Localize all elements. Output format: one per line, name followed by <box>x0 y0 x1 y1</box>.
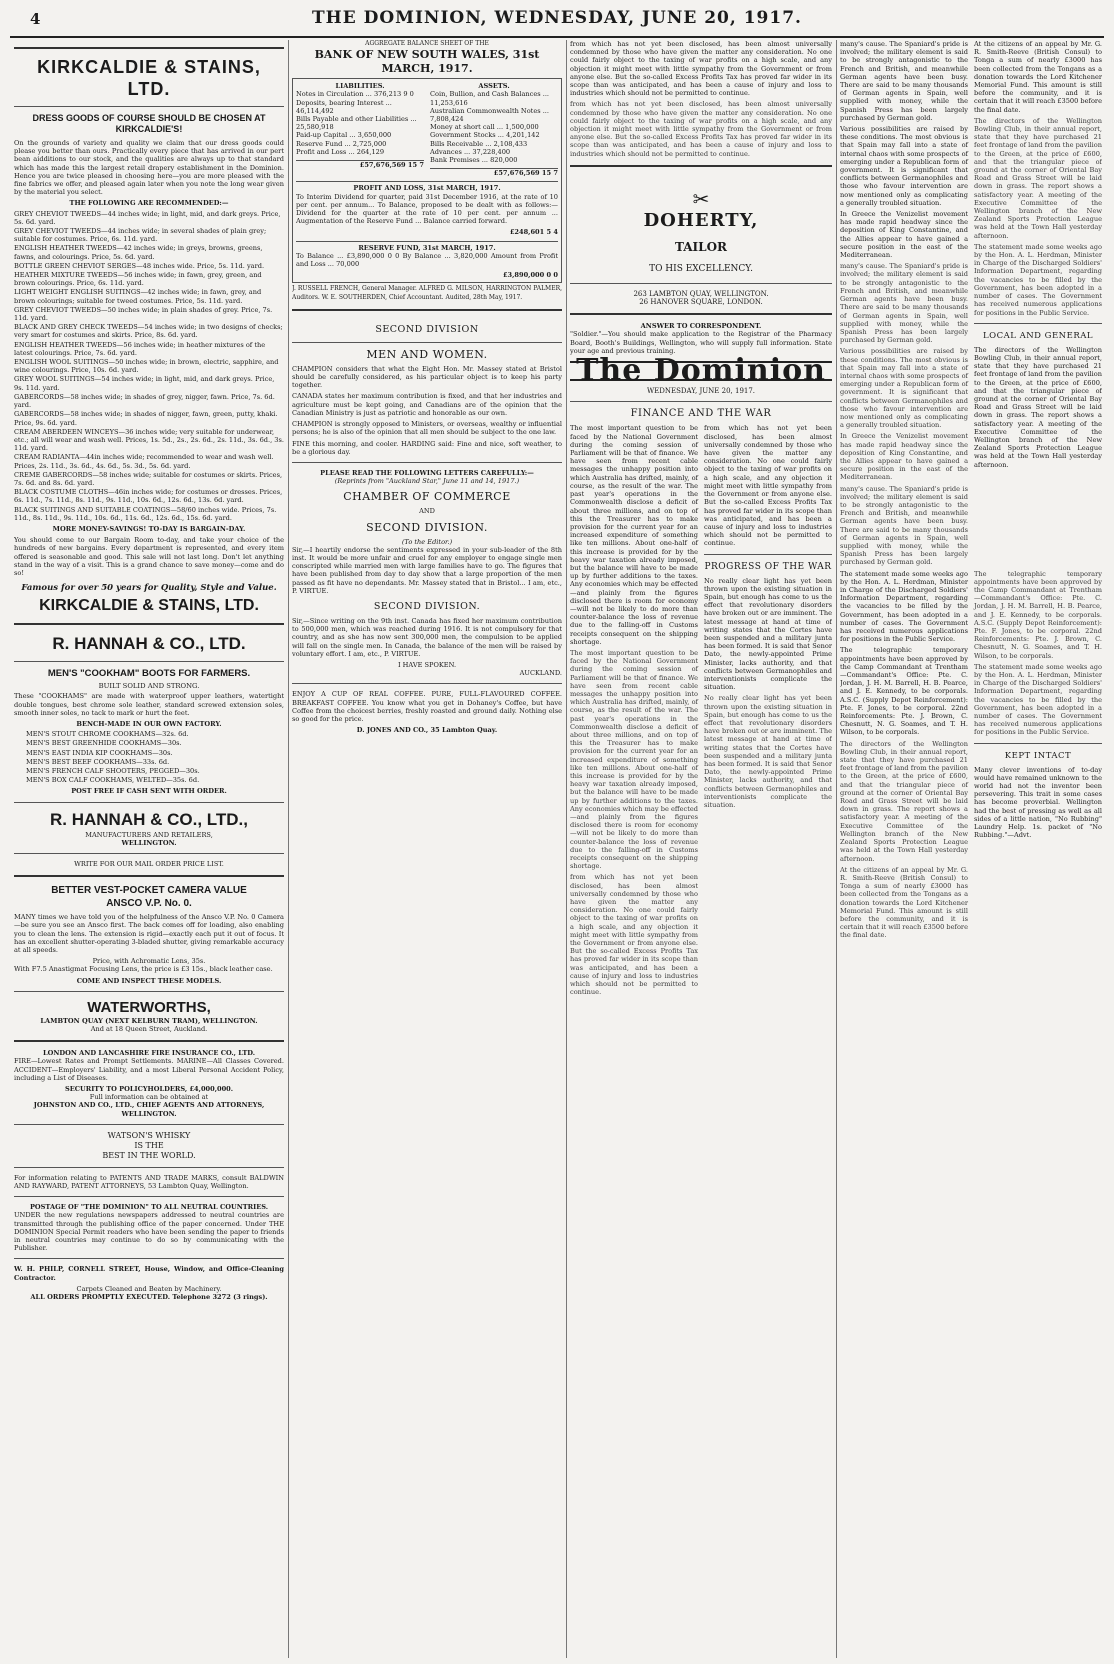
col4-lower-fill: The telegraphic temporary appointments have been approved by the Camp Commandant at Trentham—Commandant's Office: Pte. C. Jordan, J. H. M. Barrell, H. B. Pearce, and J. E. Kennedy, to be corporals. A.S.C. (Supply Depot Reinforcement): Pte. F. Jones, to be corporal. 22nd Reinforcements: Pte. J. Brown, C. Chesnutt, N. G. Soames, and T. H. Wilson, to be corporals. <box>974 569 1102 660</box>
bank-balance-sheet <box>292 78 562 283</box>
list-item: CREAM RADIANTA—44in inches wide; recommended to wear and wash well. Prices, 2s. 11d., 3s. 6d., 4s. 6d., 5s. 3d., 5s. 6d. yard. <box>14 453 274 470</box>
reserve-body: To Balance ... £3,890,000 0 0 By Balance ... 3,820,000 Amount from Profit and Loss ... 70,000 <box>296 251 558 269</box>
watson-line-3: BEST IN THE WORLD. <box>102 1150 196 1160</box>
hannah-subtitle: MEN'S "COOKHAM" BOOTS FOR FARMERS. <box>47 668 251 680</box>
postage-body: UNDER the new regulations newspapers addressed to neutral countries are transmitted through the publishing office of the paper concerned. Under THE DOMINION Special Permit readers who have been sending the paper to friends in neutral countries may continue to do so by communicating with the Publisher. <box>14 1211 284 1253</box>
col4-lower-right <box>974 570 1102 943</box>
divider <box>14 1124 284 1125</box>
kirkcaldie-title: KIRKCALDIE & STAINS, LTD. <box>37 57 261 99</box>
local-body-2: The statement made some weeks ago by the Hon. A. L. Herdman, Minister in Charge of the Discharged Soldiers' Information Department, regarding the vacancies to be filled by the Government, has been adopted in a number of cases. The Government has received numerous applications for positions in the Public Service. <box>840 569 968 644</box>
ansco-come: COME AND INSPECT THESE MODELS. <box>76 976 222 985</box>
local-body: The directors of the Wellington Bowling Club, in their annual report, state that they have purchased 21 feet frontage of land from the pavilion to the Green, at the price of £600, and that the triangular piece of ground at the corner of Oriental Bay Road and Grass Street will be laid down in grass. The report shows a satisfactory year. A meeting of the Executive Committee of the Wellington branch of the New Zealand Sports Protection League was held at the Town Hall yesterday afternoon. <box>974 345 1102 469</box>
divider <box>704 554 832 555</box>
answer-heading: ANSWER TO CORRESPONDENT. <box>640 322 762 331</box>
ansco-subtitle: ANSCO V.P. No. 0. <box>106 898 192 910</box>
divider <box>14 47 284 49</box>
kept-body: Many clever inventions of to-day would have remained unknown to the world had not the inventor been persevering. This trait in some cases has become proverbial. Wellington had the best of pressing as well as all sides of a little nation, "No Rubbing" Laundry Help. 1s. packet of "No Rubbing."—Advt. <box>974 765 1102 840</box>
column-2 <box>292 40 562 1658</box>
list-item: GREY CHEVIOT TWEEDS—44 inches wide; in several shades of plain grey; suitable for costumes. Price, 6s. 11d. yard. <box>14 227 267 244</box>
asset-line: Money at short call ... 1,500,000 <box>430 123 539 132</box>
finance-heading: FINANCE AND THE WAR <box>630 408 772 420</box>
asset-line: Bank Premises ... 820,000 <box>430 156 518 165</box>
liability-line: Deposits, bearing Interest ... 46,114,492 <box>296 98 392 115</box>
tailor-icon: ✂ <box>692 186 710 211</box>
col4-body-7: many's cause. The Spaniard's pride is involved; the military element is said to be strongly antagonistic to the French and British, and meanwhile German agents have been busy. There are said to be many thousands of German agents in Spain, well supplied with money, while the Spanish Press has been largely purchased by German gold. <box>840 484 968 567</box>
column-4 <box>840 40 1102 1658</box>
liability-line: Notes in Circulation ... 376,213 9 0 <box>296 90 414 99</box>
answer-body: "Soldier."—You should make application to the Registrar of the Pharmacy Board, Booth's Buildings, Wellington, who will supply full information. State your age and previous training. <box>570 330 832 355</box>
finance-body-cont: The most important question to be faced by the National Government during the coming session of Parliament will be that of finance. We have seen from recent cable messages the unhappy position into which Australia has drifted, mainly, of course, as the result of the war. The past year's operations in the Commonwealth disclose a deficit of about three millions, and on top of this the Treasurer has to make provision for the current year for an increased expenditure of something like ten millions. About one-half of this increase is provided for by the heavy war taxation already imposed, but the balance will have to be made up by further additions to the taxes. Any economies which may be effected—and plainly from the figures disclosed there is room for economy—will not be likely to do more than counter-balance the loss of revenue due to the falling-off in Customs receipts consequent on the shipping shortage. <box>570 648 698 871</box>
liabilities-total: £57,676,569 15 7 <box>296 160 424 169</box>
auckland: AUCKLAND. <box>519 669 562 678</box>
profit-loss-title: PROFIT AND LOSS, 31st MARCH, 1917. <box>296 181 558 192</box>
kirkcaldie-list <box>14 210 284 522</box>
divider <box>570 165 832 167</box>
ansco-price-2: With F7.5 Anastigmat Focusing Lens, the price is £3 15s., black leather case. <box>14 965 273 974</box>
divider <box>292 462 562 463</box>
postage-title: POSTAGE OF "THE DOMINION" TO ALL NEUTRAL COUNTRIES. <box>29 1203 269 1212</box>
ansco-price: Price, with Achromatic Lens, 35s. <box>92 957 206 966</box>
col4-body-1: many's cause. The Spaniard's pride is involved; the military element is said to be strongly antagonistic to the French and British, and meanwhile German agents have been busy. There are said to be many thousands of German agents in Spain, well supplied with money, while the Spanish Press has been largely purchased by German gold. <box>840 40 968 122</box>
hannah-built: BUILT SOLID AND STRONG. <box>98 682 200 691</box>
kept-heading: KEPT INTACT <box>1004 750 1072 761</box>
page-number: 4 <box>30 10 41 28</box>
lower-columns <box>292 318 562 735</box>
hannah-body: These "COOKHAMS" are made with waterproof upper leathers, watertight double tongues, best chrome sole leather, standard screwed extension soles, smooth inner soles, no tack to mark or hurt the feet. <box>14 692 284 717</box>
coffee-ad: ENJOY A CUP OF REAL COFFEE. PURE, FULL-FLAVOURED COFFEE. BREAKFAST COFFEE. You know what you get in Dohaney's Coffee, but have Coffee from the choicest berries, freshly roasted and ground daily. Nothing else so good for the price. <box>292 690 562 723</box>
local-heading: LOCAL AND GENERAL <box>982 330 1093 341</box>
list-item: ENGLISH WOOL SUITINGS—50 inches wide; in brown, electric, sapphire, and wine colourings. Price, 10s. 6d. yard. <box>14 358 279 375</box>
philp-carpets: Carpets Cleaned and Beaten by Machinery. <box>76 1284 222 1293</box>
list-item: BLACK SUITINGS AND SUITABLE COATINGS—58/60 inches wide. Prices, 7s. 11d., 8s. 11d., 9s. 11d., 10s. 6d., 11s. 6d., 12s. 6d., 15s. 6d. yard. <box>14 505 277 522</box>
divider <box>14 1196 284 1197</box>
masthead-rule <box>10 36 1104 38</box>
finance-column-2 <box>704 424 832 999</box>
divider <box>14 623 284 625</box>
local-body-3: The telegraphic temporary appointments have been approved by the Camp Commandant at Trentham—Commandant's Office: Pte. C. Jordan, J. H. M. Barrell, H. B. Pearce, and J. E. Kennedy, to be corporals. A.S.C. (Supply Depot Reinforcement): Pte. F. Jones, to be corporal. 22nd Reinforcements: Pte. J. Brown, C. Chesnutt, N. G. Soames, and T. H. Wilson, to be corporals. <box>840 646 968 737</box>
col4-local-4: At the citizens of an appeal by Mr. G. R. Smith-Reeve (British Consul) to Tonga a sum of nearly £3000 has been collected from the Tongans as a donation towards the Lord Kitchener Memorial Fund. This amount is still before the community, and it is certain that it will reach £3500 before the final date. <box>974 40 1102 114</box>
second-division-heading: SECOND DIVISION <box>375 323 479 335</box>
london-info: Full information can be obtained at <box>89 1093 209 1102</box>
kirkcaldie-more: MORE MONEY-SAVINGS! TO-DAY IS BARGAIN-DAY. <box>52 524 246 533</box>
kirkcaldie-recommended: THE FOLLOWING ARE RECOMMENDED:— <box>69 199 229 208</box>
divider <box>14 106 284 107</box>
profit-loss-body: To Interim Dividend for quarter, paid 31st December 1916, at the rate of 10 per cent. per annum... To Balance, proposed to be dealt with as follows:—Dividend for the quarter at the rate of 10 per cent. per annum ... Augmentation of the Reserve Fund ... Balance carried forward. <box>296 192 558 226</box>
divider <box>14 875 284 877</box>
intro-para: from which has not yet been disclosed, has been almost universally condemned by those who have given the matter any consideration. No one could fairly object to the taxing of war profits on a high scale, and any objection it might meet with little sympathy from the Government or from anyone else. But the so-called Excess Profits Tax has proved far wider in its scope than was anticipated, and has been a cause of injury and loss to industries which should not be permitted to continue. <box>570 40 832 98</box>
issue-date: WEDNESDAY, JUNE 20, 1917. <box>646 387 756 396</box>
champion-para-1: CHAMPION considers that what the Eight Hon. Mr. Massey stated at Bristol should be carefully considered, as his particular object is to keep his party together. <box>292 364 562 390</box>
liability-line: Profit and Loss ... 264,129 <box>296 147 385 156</box>
canada-para: CANADA states her maximum contribution is fixed, and that her industries and agriculture must be kept going, and Canadians are of the opinion that the Canadian Ministry is just as patriotic and honorable as our own. <box>292 392 562 417</box>
hannah-title: R. HANNAH & CO., LTD. <box>52 634 246 654</box>
waterworths-address: LAMBTON QUAY (NEXT KELBURN TRAM), WELLINGTON. <box>40 1016 258 1025</box>
column-divider <box>288 40 289 1658</box>
finance-columns <box>570 424 832 999</box>
ansco-title: BETTER VEST-POCKET CAMERA VALUE <box>51 885 247 897</box>
please-read: PLEASE READ THE FOLLOWING LETTERS CAREFULLY:— <box>320 468 534 477</box>
the-dominion-title: The Dominion <box>570 361 832 381</box>
men-women-heading: MEN AND WOMEN. <box>366 347 488 361</box>
list-item: MEN'S EAST INDIA KIP COOKHAMS—30s. <box>26 748 173 757</box>
progress-heading: PROGRESS OF THE WAR <box>704 561 832 572</box>
list-item: HEATHER MIXTURE TWEEDS—56 inches wide; in fawn, grey, green, and brown colourings. Price, 6s. 11d. yard. <box>14 271 262 288</box>
divider <box>14 853 284 854</box>
col4-body-5: Various possibilities are raised by these conditions. The most obvious is that Spain may fall into a state of internal chaos with some prospects of emerging under a Republican form of government. It is significant that conflicts between Germanophiles and those who favour intervention are now mentioned only as complicating a generally troubled situation. <box>840 347 968 430</box>
assets-total: £57,676,569 15 7 <box>430 168 558 177</box>
list-item: BLACK COSTUME CLOTHS—46in inches wide; for costumes or dresses. Prices, 6s. 11d., 7s. 11d., 8s. 11d., 9s. 11d., 10s. 6d., 12s. 6d., 13s. 6d. yard. <box>14 488 283 505</box>
divider <box>570 313 832 315</box>
reserve-total: £3,890,000 0 0 <box>502 271 558 280</box>
to-editor: (To the Editor.) <box>401 537 453 546</box>
list-item: MEN'S BEST BEEF COOKHAMS—33s. 6d. <box>26 757 170 766</box>
london-title: LONDON AND LANCASHIRE FIRE INSURANCE CO., LTD. <box>42 1049 256 1058</box>
bottom-ads <box>14 1049 284 1301</box>
column-divider <box>836 40 837 1658</box>
kirkcaldie-bargain: You should come to our Bargain Room to-day, and take your choice of the hundreds of new bargains. Every department is represented, and every item offered is seasonable and good. This sale will not last long. Don't let anything stand in the way of a visit. This is a grand chance to save money—come and do so! <box>14 536 284 577</box>
col4-upper <box>840 40 1102 570</box>
list-item: CREAM ABERDEEN WINCEYS—36 inches wide; very suitable for underwear, etc.; all will wear and wash well. Prices, 1s. 5d., 2s., 2s. 6d., 2s. 11d., 3s. 6d., 3s. 11d. yard. <box>14 427 284 453</box>
london-body: FIRE—Lowest Rates and Prompt Settlements. MARINE—All Classes Covered. ACCIDENT—Employers' Liability, and a most Liberal Personal Accident Policy, including a List of Diseases. <box>14 1057 284 1082</box>
list-item: ENGLISH HEATHER TWEEDS—56 inches wide; in heather mixtures of the latest colourings. Price, 7s. 6d. yard. <box>14 340 266 357</box>
list-item: GABERCORDS—58 inches wide; in shades of nigger, fawn, green, putty, khaki. Price, 9s. 6d. yard. <box>14 410 278 427</box>
divider <box>570 401 832 402</box>
hannah-post: POST FREE IF CASH SENT WITH ORDER. <box>71 787 227 796</box>
list-item: BLACK AND GREY CHECK TWEEDS—54 inches wide; in two designs of checks; very smart for costumes and skirts. Price, 8s. 6d. yard. <box>14 323 283 340</box>
letter-2: Sir,—Since writing on the 9th inst. Canada has fixed her maximum contribution to 500,000 men, which was reached during 1916. It is not compulsory for that country, and as she has now sent 300,000 men, the compulsion to be applied will fall on the single men. In Canada, the balance of the men will be raised by voluntary effort. I am, etc., P. VIRTUE. <box>292 616 562 658</box>
divider <box>14 661 284 662</box>
list-item: ENGLISH HEATHER TWEEDS—42 inches wide; in greys, browns, greens, fawns, and colourings. Price, 5s. 6d. yard. <box>14 244 263 261</box>
waterworths-title: WATERWORTHS, <box>87 998 211 1016</box>
list-item: GABERCORDS—58 inches wide; in shades of grey, nigger, fawn. Price, 7s. 6d. yard. <box>14 392 275 410</box>
tailor-name: DOHERTY, <box>643 209 759 231</box>
hannah-list <box>26 730 284 784</box>
bank-header: AGGREGATE BALANCE SHEET OF THE <box>365 40 489 47</box>
kirkcaldie-subtitle: DRESS GOODS OF COURSE SHOULD BE CHOSEN AT KIRKCALDIE'S! <box>32 113 266 134</box>
reprint-note: (Reprints from "Auckland Star," June 11 and 14, 1917.) <box>334 477 520 486</box>
profit-loss-total: £248,601 5 4 <box>509 228 558 237</box>
list-item: GREY CHEVIOT TWEEDS—44 inches wide; in light, mid, and dark greys. Price, 5s. 6d. yard. <box>14 209 281 226</box>
ansco-body: MANY times we have told you of the helpfulness of the Ansco V.P. No. 0 Camera—be sure you see an Ansco first. The back comes off for loading, also enabling you to clean the lens. The extension is rigid—exactly each put it out of focus. It has an excellent shutter-operating 3-bladed shutter, giving remarkable accuracy at all speeds. <box>14 913 284 955</box>
reserve-title: RESERVE FUND, 31st MARCH, 1917. <box>296 241 558 252</box>
progress-body-cont: No really clear light has yet been thrown upon the existing situation in Spain, but enough has come to us the effect that revolutionary disorders have broken out or are imminent. The latest message at hand at time of writing states that the Cortes have been suspended and a military junta has been formed. It is said that Senor Dato, the newly-appointed Prime Minister, lacks authority, and that conflicts between Germanophiles and interventionists complicate the situation. <box>704 694 832 809</box>
column-3 <box>570 40 832 1658</box>
liability-line: Paid-up Capital ... 3,650,000 <box>296 131 392 140</box>
kirkcaldie-title-2: KIRKCALDIE & STAINS, LTD. <box>39 597 259 615</box>
bank-signatures: J. RUSSELL FRENCH, General Manager. ALFRED G. MILSON, HARRINGTON PALMER, Auditors. W. E. SOUTHERDEN, Chief Accountant. Audited, 28th May, 1917. <box>292 285 562 301</box>
jones-ad: D. JONES AND CO., 35 Lambton Quay. <box>356 726 498 735</box>
waterworths-address-2: And at 18 Queen Street, Auckland. <box>90 1025 208 1034</box>
list-item: MEN'S STOUT CHROME COOKHAMS—32s. 6d. <box>26 730 189 739</box>
col4-right-fill: The statement made some weeks ago by the Hon. A. L. Herdman, Minister in Charge of the Discharged Soldiers' Information Department, regarding the vacancies to be filled by the Government, has been adopted in a number of cases. The Government has received numerous applications for positions in the Public Service. <box>974 242 1102 317</box>
divider <box>292 683 562 684</box>
assets <box>430 82 558 177</box>
col4-body-4: many's cause. The Spaniard's pride is involved; the military element is said to be strongly antagonistic to the French and British, and meanwhile German agents have been busy. There are said to be many thousands of German agents in Spain, well supplied with money, while the Spanish Press has been largely purchased by German gold. <box>840 262 968 345</box>
assets-heading: ASSETS. <box>478 82 510 91</box>
fine-para: FINE this morning, and cooler. HARDING said: Fine and nice, soft weather, to be a glorious day. <box>292 439 562 456</box>
list-item: MEN'S BEST GREENHIDE COOKHAMS—30s. <box>26 739 182 748</box>
liabilities <box>296 82 424 177</box>
and-heading: AND <box>419 507 435 516</box>
have-spoken: I HAVE SPOKEN. <box>397 660 457 669</box>
letter-2-heading: SECOND DIVISION. <box>373 600 481 612</box>
asset-line: Coin, Bullion, and Cash Balances ... 11,253,616 <box>430 90 550 107</box>
hannah-title-2: R. HANNAH & CO., LTD., <box>49 809 248 829</box>
bank-title: BANK OF NEW SOUTH WALES, 31st MARCH, 1917. <box>314 48 540 76</box>
masthead-title: THE DOMINION, WEDNESDAY, JUNE 20, 1917. <box>312 8 802 28</box>
column-1 <box>14 40 284 1658</box>
divider <box>14 991 284 992</box>
list-item: LIGHT WEIGHT ENGLISH SUITINGS—42 inches wide; in fawn, grey, and brown colourings; suitable for tweed costumes. Price, 5s. 11d. yard. <box>14 288 262 305</box>
asset-line: Government Stocks ... 4,201,142 <box>430 131 540 140</box>
patent-body: For information relating to PATENTS AND TRADE MARKS, consult BALDWIN AND RAYWARD, PATENT ATTORNEYS, 53 Lambton Quay, Wellington. <box>14 1173 284 1191</box>
bank-columns <box>296 82 558 177</box>
champion-para-2: CHAMPION is strongly opposed to Ministers, or overseas, wealthy or influential persons; he is also of the opinion that all men should be subject to the one law. <box>292 420 562 437</box>
finance-body: The most important question to be faced by the National Government during the coming session of Parliament will be that of finance. We have seen from recent cable messages the unhappy position into which Australia has drifted, mainly, of course, as the result of the war. The past year's operations in the Commonwealth disclose a deficit of about three millions, and on top of this the Treasurer has to make provision for the current year for an increased expenditure of something like ten millions. About one-half of this increase is provided for by the heavy war taxation already imposed, but the balance will have to be made up by further additions to the taxes. Any economies which may be effected—and plainly from the figures disclosed there is room for economy—will not be likely to do more than counter-balance the loss of revenue due to the falling-off in Customs receipts consequent on the shipping shortage. <box>570 424 698 646</box>
finance-body-2: from which has not yet been disclosed, has been almost universally condemned by those who have given the matter any consideration. No one could fairly object to the taxing of war profits on a high scale, and any objection it might meet with little sympathy from the Government or from anyone else. But the so-called Excess Profits Tax has proved far wider in its scope than was anticipated, and has been a cause of injury and loss to industries which should not be permitted to continue. <box>704 424 832 548</box>
divider <box>14 802 284 803</box>
kirkcaldie-intro: On the grounds of variety and quality we claim that our dress goods could please you better than ours. Practically every piece that has arrived in our pert bean aidditions to our stock, and the qualities are always up to that standard which has made this the largest retail drapery establishment in the Dominion. Hence you are twice pleased in choosing here—you are more pleased with the fine fabrics we offer, and pleased again later when you note the long wear given by the material you select. <box>14 139 284 197</box>
asset-line: Australian Commonwealth Notes ... 7,808,424 <box>430 106 549 124</box>
intro-para-2: from which has not yet been disclosed, has been almost universally condemned by those who have given the matter any consideration. No one could fairly object to the taxing of war profits on a high scale, and any objection it might meet with little sympathy from the Government or from anyone else. But the so-called Excess Profits Tax has proved far wider in its scope than was anticipated, and has been a cause of injury and loss to industries which should not be permitted to continue. <box>570 100 832 158</box>
hannah-write: WRITE FOR OUR MAIL ORDER PRICE LIST. <box>74 860 224 868</box>
col4-lower-left <box>840 570 968 943</box>
divider <box>570 283 832 284</box>
col4-right-fill: The directors of the Wellington Bowling Club, in their annual report, state that they have purchased 21 feet frontage of land from the pavilion to the Green, at the price of £600, and that the triangular piece of ground at the corner of Oriental Bay Road and Grass Street will be laid down in grass. The report shows a satisfactory year. A meeting of the Executive Committee of the Wellington branch of the New Zealand Sports Protection League was held at the Town Hall yesterday afternoon. <box>974 116 1102 240</box>
finance-body-cont: from which has not yet been disclosed, has been almost universally condemned by those who have given the matter any consideration. No one could fairly object to the taxing of war profits on a high scale, and any objection it might meet with little sympathy from the Government or from anyone else. But the so-called Excess Profits Tax has proved far wider in its scope than was anticipated, and has been a cause of injury and loss to industries which should not be permitted to continue. <box>570 873 698 997</box>
tailor-address-1: 263 LAMBTON QUAY, WELLINGTON. <box>633 289 769 298</box>
chamber-heading: CHAMBER OF COMMERCE <box>343 490 511 504</box>
tailor-title: TAILOR <box>674 239 728 254</box>
divider <box>974 323 1102 324</box>
list-item: GREY WOOL SUITINGS—54 inches wide; in light, mid, and dark greys. Price, 9s. 11d. yard. <box>14 375 275 392</box>
london-agent: JOHNSTON AND CO., LTD., CHIEF AGENTS AND ATTORNEYS, WELLINGTON. <box>33 1101 265 1118</box>
column-divider <box>566 40 567 1658</box>
divider <box>14 1040 284 1042</box>
list-item: GREY CHEVIOT TWEEDS—50 inches wide; in plain shades of grey. Price, 7s. 11d. yard. <box>14 305 273 323</box>
philp-orders: ALL ORDERS PROMPTLY EXECUTED. Telephone 3272 (3 rings). <box>30 1293 268 1302</box>
col4-lower-fill: The statement made some weeks ago by the Hon. A. L. Herdman, Minister in Charge of the Discharged Soldiers' Information Department, regarding the vacancies to be filled by the Government, has been adopted in a number of cases. The Government has received numerous applications for positions in the Public Service. <box>974 662 1102 737</box>
col4-body-6: In Greece the Venizelist movement has made rapid headway since the deposition of King Constantine, and the Allies appear to have gained a secure position in the east of the Mediterranean. <box>840 432 968 482</box>
col4-lower-fill: At the citizens of an appeal by Mr. G. R. Smith-Reeve (British Consul) to Tonga a sum of nearly £3000 has been collected from the Tongans as a donation towards the Lord Kitchener Memorial Fund. This amount is still before the community, and it is certain that it will reach £3500 before the final date. <box>840 865 968 940</box>
divider <box>14 1167 284 1168</box>
hannah-bench: BENCH-MADE IN OUR OWN FACTORY. <box>76 719 222 728</box>
kirkcaldie-famous: Famous for over 50 years for Quality, Style and Value. <box>21 583 277 594</box>
liabilities-heading: LIABILITIES. <box>335 82 385 91</box>
col4-left <box>840 40 968 570</box>
list-item: CREME GABERCORDS—58 inches wide; suitable for costumes or skirts. Prices, 7s. 6d. and 8s. 6d. yard. <box>14 470 283 487</box>
london-security: SECURITY TO POLICYHOLDERS, £4,000,000. <box>64 1085 234 1094</box>
col4-right <box>974 40 1102 570</box>
liability-line: Reserve Fund ... 2,725,000 <box>296 139 387 148</box>
col4-lower-fill: The directors of the Wellington Bowling Club, in their annual report, state that they have purchased 21 feet frontage of land from the pavilion to the Green, at the price of £600, and that the triangular piece of ground at the corner of Oriental Bay Road and Grass Street will be laid down in grass. The report shows a satisfactory year. A meeting of the Executive Committee of the Wellington branch of the New Zealand Sports Protection League was held at the Town Hall yesterday afternoon. <box>840 739 968 863</box>
list-item: MEN'S FRENCH CALF SHOOTERS, PEGGED—30s. <box>26 766 200 775</box>
philp-title: W. H. PHILP, CORNELL STREET, House, Window, and Office-Cleaning Contractor. <box>14 1265 284 1282</box>
progress-body: No really clear light has yet been thrown upon the existing situation in Spain, but enough has come to us the effect that revolutionary disorders have broken out or are imminent. The latest message at hand at time of writing states that the Cortes have been suspended and a military junta has been formed. It is said that Senor Dato, the newly-appointed Prime Minister, lacks authority, and that conflicts between Germanophiles and interventionists complicate the situation. <box>704 576 832 692</box>
col4-body-3: In Greece the Venizelist movement has made rapid headway since the deposition of King Constantine, and the Allies appear to have gained a secure position in the east of the Mediterranean. <box>840 210 968 260</box>
hannah-city: WELLINGTON. <box>121 838 177 847</box>
col4-lower <box>840 570 1102 943</box>
left-ads <box>14 1049 284 1301</box>
asset-line: Advances ... 37,228,400 <box>430 147 511 156</box>
watson-line-1: WATSON'S WHISKY <box>107 1130 191 1140</box>
list-item: BOTTLE GREEN CHEVIOT SERGES—48 inches wide. Price, 5s. 11d. yard. <box>14 261 265 270</box>
asset-line: Bills Receivable ... 2,108,433 <box>430 139 528 148</box>
divider <box>292 342 562 343</box>
watson-line-2: IS THE <box>134 1140 164 1150</box>
divider <box>292 309 562 311</box>
tailor-subtitle: TO HIS EXCELLENCY. <box>649 263 753 274</box>
hannah-manufacturers: MANUFACTURERS AND RETAILERS, <box>85 830 213 839</box>
tailor-address-2: 26 HANOVER SQUARE, LONDON. <box>639 298 763 307</box>
second-division-column <box>292 318 562 735</box>
second-division-heading-2: SECOND DIVISION. <box>366 520 488 534</box>
masthead <box>10 8 1104 34</box>
col4-body-2: Various possibilities are raised by these conditions. The most obvious is that Spain may fall into a state of internal chaos with some prospects of emerging under a Republican form of government. It is significant that conflicts between Germanophiles and those who favour intervention are now mentioned only as complicating a generally troubled situation. <box>840 125 968 207</box>
letter-1: Sir,—I heartily endorse the sentiments expressed in your sub-leader of the 8th inst. It would be more unfair and cruel for any employer to engage single men conscripted while married men with large families have to go. The figures that have been published from day to day show that a large proportion of the men passed as fit have no dependants. Mr. Massey stated that in Bristol... I am, etc., P. VIRTUE. <box>292 545 562 595</box>
finance-column-1 <box>570 424 698 999</box>
divider <box>974 743 1102 744</box>
liability-line: Bills Payable and other Liabilities ... 25,580,918 <box>296 115 417 132</box>
divider <box>14 1258 284 1259</box>
list-item: MEN'S BOX CALF COOKHAMS, WELTED—35s. 6d. <box>26 776 200 785</box>
